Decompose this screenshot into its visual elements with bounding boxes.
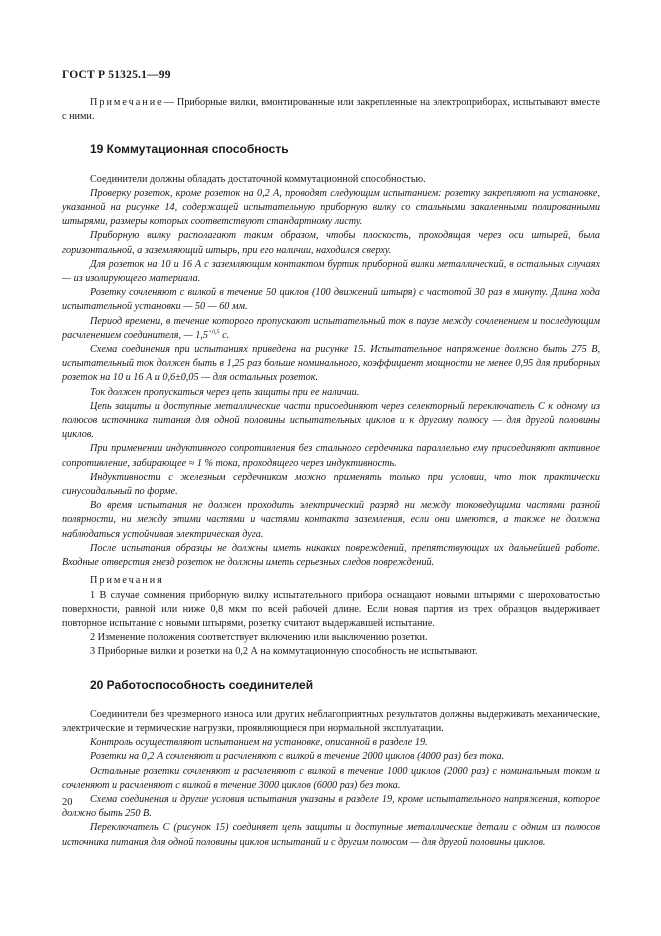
s19-paragraph: Цепь защиты и доступные металлические части присоединяют через селекторный переключатель С к одному из полюсов источника питания для одной половины испытательных циклов и к другому полюсу — для другой половины циклов.: [62, 400, 600, 441]
s19-paragraph: Во время испытания не должен проходить электрический разряд ни между токоведущими частями разной полярности, ни между этими частями и частями контакта заземления, если они имеются, а также не должна наблюдаться устойчивая электрическая дуга.: [62, 500, 600, 540]
s19-paragraph: [62, 315, 600, 343]
s19-paragraph: Приборную вилку располагают таким образом, чтобы плоскость, проходящая через оси штырей, была горизонтальной, а заземляющий штырь, при его наличии, находился сверху.: [62, 230, 600, 256]
s19-p6-unit: с.: [219, 329, 230, 341]
s19-paragraph: Соединители должны обладать достаточной коммутационной способностью.: [90, 173, 426, 185]
s19-paragraph: При применении индуктивного сопротивления без стального сердечника параллельно ему присоединяют активное сопротивление, забирающее ≈ 1 % тока, проходящего через индуктивность.: [62, 443, 600, 469]
top-note: [62, 96, 600, 124]
s19-paragraph: Индуктивности с железным сердечником можно применять только при условии, что ток практически синусоидальный по форме.: [62, 471, 600, 498]
section-20-title: 20 Работоспособность соединителей: [90, 677, 314, 692]
s19-paragraph: После испытания образцы не должны иметь никаких повреждений, препятствующих их дальнейшей работе. Входные отверстия гнезд розеток не должны иметь серьезных следов повреждений.: [62, 542, 600, 569]
note-item: 3 Приборные вилки и розетки на 0,2 А на коммутационную способность не испытывают.: [90, 646, 478, 658]
s20-paragraph: Соединители без чрезмерного износа или других неблагоприятных результатов должны выдерживать механические, электрические и термические нагрузки, проявляющиеся при нормальной эксплуатации.: [62, 708, 600, 734]
top-note-label: Примечание: [90, 97, 164, 108]
s19-paragraph: Для розеток на 10 и 16 А с заземляющим контактом буртик приборной вилки металлический, в остальных случаях — из изолирующего материала.: [62, 258, 600, 285]
s20-paragraph: Розетки на 0,2 А сочленяют и расчленяют с вилкой в течение 2000 циклов (4000 раз) без тока.: [90, 751, 505, 763]
s20-paragraph: Остальные розетки сочленяют и расчленяют с вилкой в течение 1000 циклов (2000 раз) с номинальным током и сочленяют и расчленяют с вилкой в течение 3000 циклов (6000 раз) без тока.: [62, 765, 600, 791]
document-code-header: ГОСТ Р 51325.1—99: [62, 69, 171, 81]
s19-paragraph: Схема соединения при испытаниях приведена на рисунке 15. Испытательное напряжение должно быть 275 В, испытательный ток должен быть в 1,25 раз больше номинального, коэффициент мощности не менее 0,95 для приборных розеток на 10 и 16 А и 0,6±0,05 — для остальных розеток.: [62, 344, 600, 384]
note-item: 2 Изменение положения соответствует включению или выключению розетки.: [90, 632, 428, 644]
tolerance-superscript: +0,5: [207, 329, 220, 336]
notes-label: Примечания: [90, 575, 164, 587]
s19-p6-text: Период времени, в течение которого пропускают испытательный ток в паузе между сочленением и последующим расчленением соединителя, — 1,5: [62, 315, 600, 341]
document-body: [62, 96, 600, 850]
s20-paragraph: Схема соединения и другие условия испытания указаны в разделе 19, кроме испытательного напряжения, которое должно быть 250 В.: [62, 793, 600, 820]
s20-paragraph: Контроль осуществляют испытанием на установке, описанной в разделе 19.: [90, 737, 428, 749]
top-note-text: — Приборные вилки, вмонтированные или закрепленные на электроприборах, испытывают вместе с ними.: [62, 97, 600, 123]
section-19-title: 19 Коммутационная способность: [90, 142, 289, 157]
s19-paragraph: Проверку розеток, кроме розеток на 0,2 А, проводят следующим испытанием: розетку закрепляют на установке, указанной на рисунке 14, содержащей испытательную приборную вилку со стальными закаленными полированными штырями, размеры которых соответствуют стандартному листу.: [62, 187, 600, 228]
s19-paragraph: Розетку сочленяют с вилкой в течение 50 циклов (100 движений штыря) с частотой 30 раз в минуту. Длина хода испытательной установки — 50 — 60 мм.: [62, 287, 600, 313]
page-number: 20: [62, 797, 73, 808]
s19-paragraph: Ток должен пропускаться через цепь защиты при ее наличии.: [90, 386, 360, 398]
s20-paragraph: Переключатель С (рисунок 15) соединяет цепь защиты и доступные металлические детали с одним из полюсов источника питания для одной половины циклов испытаний и с другим полюсом — для другой половины циклов.: [62, 822, 600, 848]
note-item: 1 В случае сомнения приборную вилку испытательного прибора оснащают новыми штырями с шероховатостью поверхности, равной или ниже 0,8 мкм по всей рабочей длине. Если новая партия из трех образцов выдерживает повторное испытание с новыми штырями, розетку считают выдержавшей испытание.: [62, 589, 600, 629]
